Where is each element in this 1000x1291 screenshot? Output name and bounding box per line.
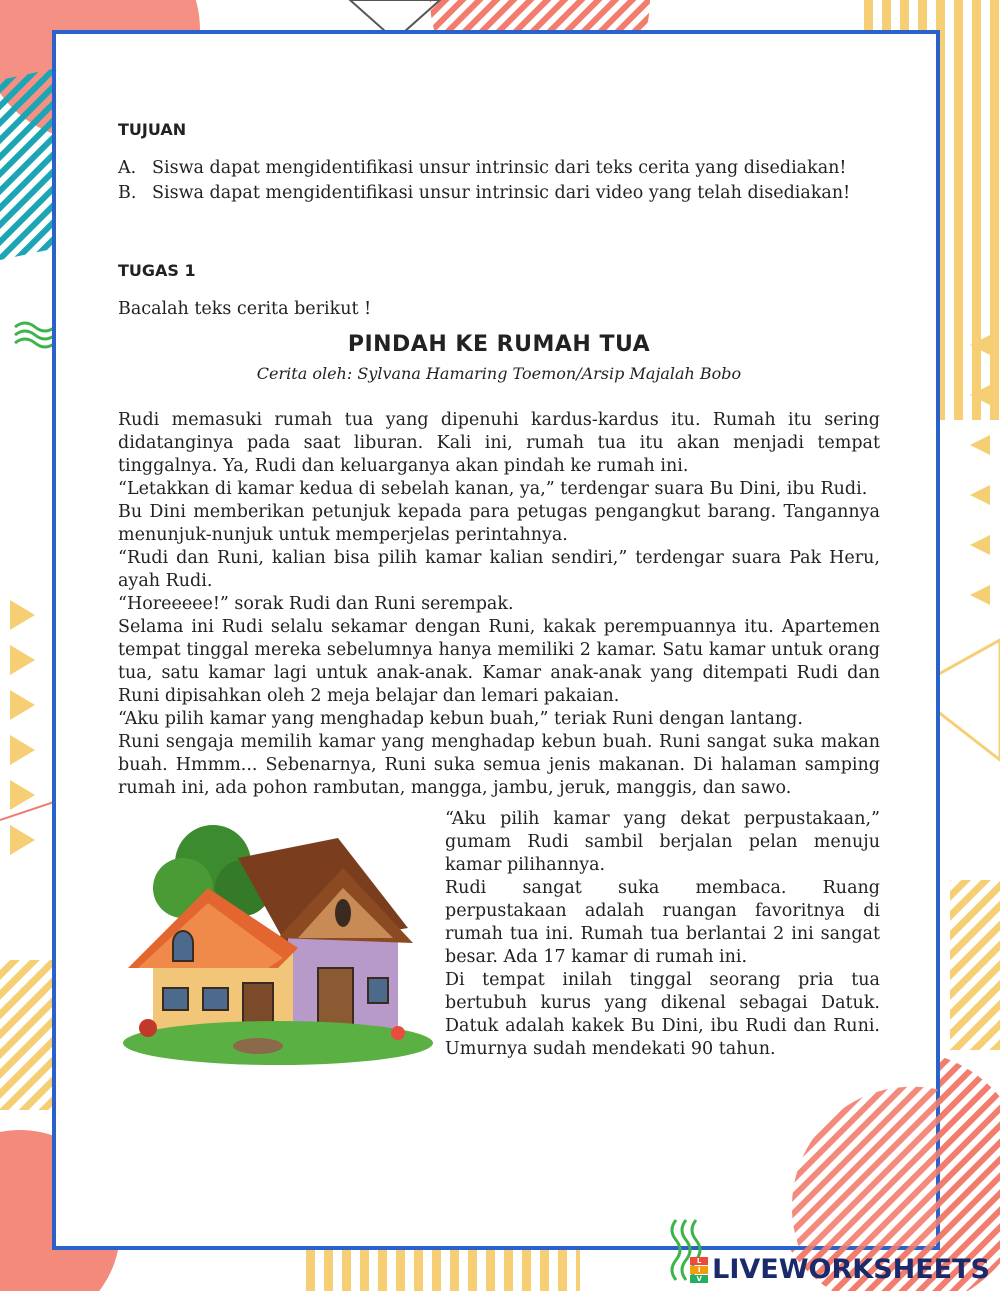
story-paragraph: Rudi memasuki rumah tua yang dipenuhi kardus-kardus itu. Rumah itu sering didatanginya pada saat liburan. Kali ini, rumah tua itu akan menjadi tempat tinggalnya. Ya, Rudi dan keluarganya akan pindah ke rumah ini. xyxy=(118,410,880,476)
story-paragraph: “Letakkan di kamar kedua di sebelah kanan, ya,” terdengar suara Bu Dini, ibu Rudi. xyxy=(118,479,868,499)
logo-letter: V xyxy=(690,1275,708,1283)
story-paragraph: “Rudi dan Runi, kalian bisa pilih kamar kalian sendiri,” terdengar suara Pak Heru, ayah Rudi. xyxy=(118,548,880,591)
story-paragraph: “Aku pilih kamar yang dekat perpustakaan,” gumam Rudi sambil berjalan pelan menuju kamar pilihannya. xyxy=(445,809,880,875)
story-paragraph: Bu Dini memberikan petunjuk kepada para petugas pengangkut barang. Tangannya menunjuk-nunjuk untuk memperjelas perintahnya. xyxy=(118,502,880,545)
story-title: PINDAH KE RUMAH TUA xyxy=(347,332,651,357)
house-illustration xyxy=(118,818,438,1068)
story-lower-section xyxy=(118,808,880,1078)
tujuan-heading: TUJUAN xyxy=(118,120,187,139)
liveworksheets-icon xyxy=(690,1257,708,1283)
logo-letter: L xyxy=(690,1257,708,1265)
story-byline: Cerita oleh: Sylvana Hamaring Toemon/Arsip Majalah Bobo xyxy=(256,364,742,383)
logo-letter: I xyxy=(690,1266,708,1274)
story-paragraph: “Horeeeee!” sorak Rudi dan Runi serempak. xyxy=(118,594,514,614)
liveworksheets-logo[interactable] xyxy=(690,1254,990,1285)
worksheet-content xyxy=(118,118,880,1078)
goal-letter: B. xyxy=(118,183,137,203)
brand-name: LIVEWORKSHEETS xyxy=(712,1254,990,1285)
tugas-heading: TUGAS 1 xyxy=(118,261,196,280)
story-paragraph: Runi sengaja memilih kamar yang menghadap kebun buah. Runi sangat suka makan buah. Hmmm... Sebenarnya, Runi suka semua jenis makanan. Di halaman samping rumah ini, ada pohon rambutan, mangga, jambu, jeruk, manggis, dan sawo. xyxy=(118,732,880,798)
goal-item xyxy=(118,182,880,205)
goal-text: Siswa dapat mengidentifikasi unsur intrinsic dari video yang telah disediakan! xyxy=(152,183,851,203)
goal-text: Siswa dapat mengidentifikasi unsur intrinsic dari teks cerita yang disediakan! xyxy=(152,158,847,178)
goals-list xyxy=(118,157,880,205)
tugas-instruction: Bacalah teks cerita berikut ! xyxy=(118,299,372,319)
story-paragraph: “Aku pilih kamar yang menghadap kebun buah,” teriak Runi dengan lantang. xyxy=(118,709,803,729)
goal-letter: A. xyxy=(118,158,137,178)
story-paragraph: Di tempat inilah tinggal seorang pria tua bertubuh kurus yang dikenal sebagai Datuk. Datuk adalah kakek Bu Dini, ibu Rudi dan Runi. Umurnya sudah mendekati 90 tahun. xyxy=(445,970,880,1059)
story-paragraph: Rudi sangat suka membaca. Ruang perpustakaan adalah ruangan favoritnya di rumah tua ini. Rumah tua berlantai 2 ini sangat besar. Ada 17 kamar di rumah ini. xyxy=(445,878,880,967)
story-side-column xyxy=(445,808,880,1061)
story-paragraph: Selama ini Rudi selalu sekamar dengan Runi, kakak perempuannya itu. Apartemen tempat tinggal mereka sebelumnya hanya memiliki 2 kamar. Satu kamar untuk orang tua, satu kamar lagi untuk anak-anak. Kamar anak-anak yang ditempati Rudi dan Runi dipisahkan oleh 2 meja belajar dan lemari pakaian. xyxy=(118,617,880,706)
goal-item xyxy=(118,157,880,180)
